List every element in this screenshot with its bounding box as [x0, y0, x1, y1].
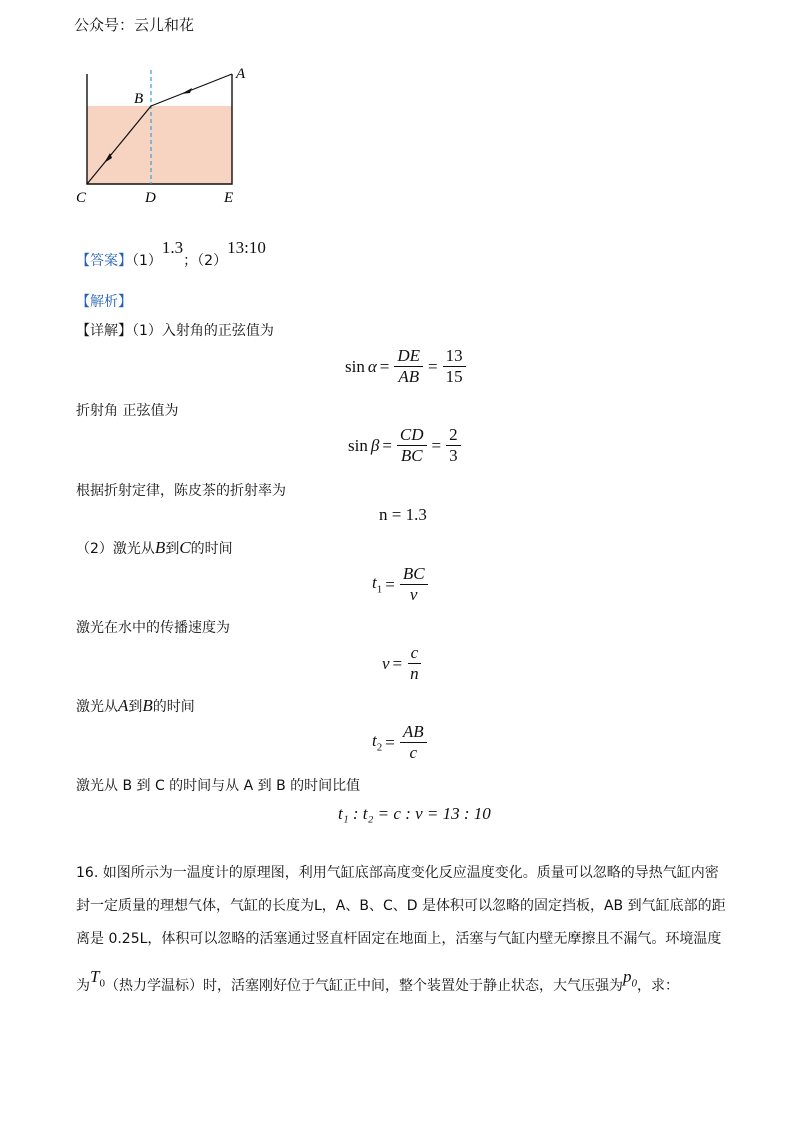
eq2-frac-CD-BC: [397, 425, 427, 466]
ratio-text: 激光从 B 到 C 的时间与从 A 到 B 的时间比值: [76, 778, 361, 794]
equation-ratio: t₁ : t₂ = c : v = 13 : 10: [338, 804, 491, 823]
equation-sin-alpha: [345, 346, 468, 387]
equation-t2: [372, 722, 429, 763]
eq2-den: BC: [400, 446, 423, 465]
eq4-frac: [400, 564, 428, 605]
ab-time-text: [76, 696, 195, 716]
problem-16-line-3: 离是 0.25L，体积可以忽略的活塞通过竖直杆固定在地面上，活塞与气缸内壁无摩擦且不漏气。环境温度: [76, 931, 722, 947]
bc-time-text: [76, 538, 233, 558]
eq2-num: CD: [397, 425, 427, 446]
equation-sin-beta: [348, 425, 463, 466]
ray-AB: [151, 74, 232, 106]
eq6-num: AB: [400, 722, 427, 743]
answer-value-2: 13:10: [227, 238, 266, 257]
eq2-frac-2-3: [446, 425, 461, 466]
eq5-num: c: [408, 643, 422, 664]
symbol-T0: $T_0$: [90, 967, 105, 990]
p16-l4-c: ，求：: [636, 978, 679, 994]
ab-text-e: 的时间: [152, 699, 195, 715]
eq2-equals: =: [382, 435, 392, 455]
eq5-den: n: [410, 664, 419, 683]
eq2-den2: 3: [449, 446, 458, 465]
label-B: B: [134, 91, 144, 107]
refraction-law-text: 根据折射定律，陈皮茶的折射率为: [76, 483, 286, 499]
speed-text: 激光在水中的传播速度为: [76, 620, 230, 636]
eq6-den: c: [409, 743, 417, 762]
eq5-v: v: [382, 653, 390, 673]
eq5-frac: [407, 643, 422, 684]
eq1-den: AB: [398, 367, 420, 386]
problem-16-line-4: [76, 968, 736, 1008]
eq4-t: $t_1$: [372, 573, 383, 596]
ab-text-a: 激光从: [76, 699, 118, 715]
answer-value-1: 1.3: [161, 238, 184, 257]
detail-tag: 【详解】: [76, 323, 132, 339]
liquid-fill: [87, 106, 232, 184]
eq1-den2: 15: [445, 367, 463, 386]
label-D: D: [145, 190, 156, 206]
eq4-num: BC: [400, 564, 428, 585]
problem-16: [76, 857, 736, 1008]
answer-sep: ；（2）: [183, 253, 228, 269]
ab-text-b: A: [118, 696, 129, 715]
ab-text-d: B: [142, 696, 153, 715]
eq1-alpha: α: [367, 356, 377, 376]
eq1-num: DE: [394, 346, 423, 367]
detail-intro: [76, 320, 274, 340]
refraction-angle-text: 折射角 正弦值为: [76, 403, 179, 419]
bc-text-c: 到: [165, 541, 180, 557]
equation-n: n = 1.3: [379, 505, 427, 524]
symbol-p0: $p_0$: [622, 967, 637, 990]
equation-t1: [372, 564, 430, 605]
eq4-equals: =: [385, 574, 395, 594]
bc-text-d: C: [179, 538, 191, 557]
eq4-den: v: [409, 585, 418, 604]
p16-l4-a: 为: [76, 978, 90, 994]
bc-text-b: B: [154, 538, 166, 557]
answer-part1: （1）: [132, 253, 162, 269]
bc-text-a: （2）激光从: [76, 541, 155, 557]
problem-16-line-1: 16. 如图所示为一温度计的原理图，利用气缸底部高度变化反应温度变化。质量可以忽略的导热气缸内密: [76, 865, 719, 881]
ab-text-c: 到: [128, 699, 143, 715]
bc-text-e: 的时间: [190, 541, 233, 557]
equation-v: [382, 643, 424, 684]
eq2-num2: 2: [446, 425, 461, 446]
eq6-frac: [400, 722, 427, 763]
detail-intro-text: （1）入射角的正弦值为: [132, 323, 274, 339]
label-C: C: [76, 190, 87, 206]
p16-l4-b: （热力学温标）时，活塞刚好位于气缸正中间，整个装置处于静止状态，大气压强为: [104, 978, 623, 994]
eq1-frac-DE-AB: [394, 346, 423, 387]
answer-tag: 【答案】: [76, 253, 132, 269]
problem-16-line-2: 封一定质量的理想气体，气缸的长度为L，A、B、C、D 是体积可以忽略的固定挡板，AB 到气缸底部的距: [76, 898, 726, 914]
eq1-equals: =: [379, 356, 390, 376]
eq2-beta: β: [370, 435, 380, 455]
eq1-num2: 13: [443, 346, 466, 367]
eq1-equals2: =: [428, 356, 438, 376]
analysis-tag: 【解析】: [76, 294, 132, 310]
eq2-sin: sin: [348, 435, 368, 455]
eq5-equals: =: [392, 653, 403, 673]
refraction-figure: [70, 62, 260, 210]
label-A: A: [236, 66, 246, 82]
eq1-sin: sin: [345, 356, 365, 376]
label-E: E: [224, 190, 234, 206]
eq6-equals: =: [385, 732, 395, 752]
eq2-equals2: =: [431, 435, 442, 455]
header-text: 公众号：云儿和花: [74, 16, 195, 34]
answer-line: [76, 238, 266, 270]
eq1-frac-13-15: [443, 346, 466, 387]
eq6-t: $t_2$: [372, 731, 383, 754]
